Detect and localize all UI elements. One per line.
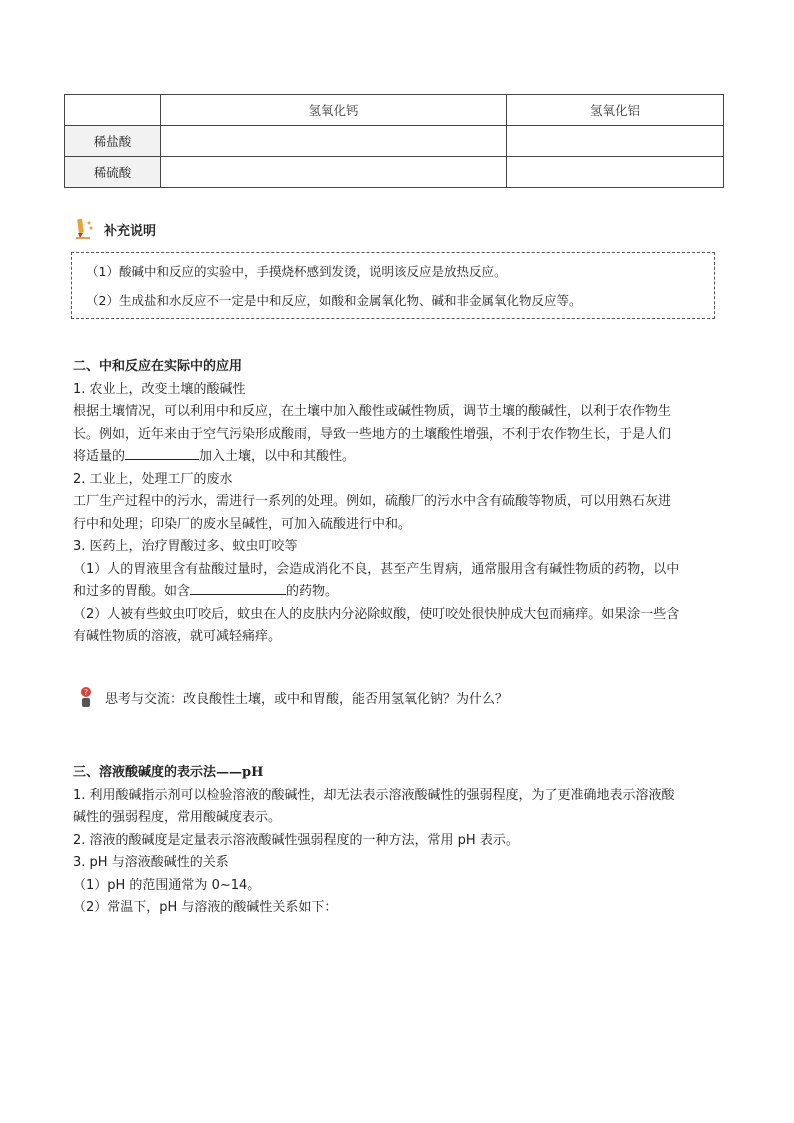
- note-title: 补充说明: [104, 223, 157, 239]
- p1-title: 1. 农业上，改变土壤的酸碱性: [73, 381, 246, 397]
- note-item: （2）生成盐和水反应不一定是中和反应，如酸和金属氧化物、碱和非金属氧化物反应等。: [86, 293, 582, 308]
- fill-blank[interactable]: [125, 446, 199, 460]
- table-cell: [507, 126, 724, 157]
- p2-line: 行中和处理；印染厂的废水呈碱性，可加入硫酸进行中和。: [73, 516, 412, 532]
- p1-line-post: 加入土壤，以中和其酸性。: [199, 449, 356, 464]
- p3-line-with-blank: [73, 581, 723, 604]
- column-header-aluminum-hydroxide: 氢氧化铝: [507, 95, 724, 126]
- p2-line: 工厂生产过程中的污水，需进行一系列的处理。例如，硫酸厂的污水中含有硫酸等物质，可以用熟石灰进: [73, 494, 672, 509]
- table-cell: [507, 157, 724, 188]
- p1-line-pre: 将适量的: [73, 449, 126, 464]
- s3-line: 2. 溶液的酸碱度是定量表示溶液酸碱性强弱程度的一种方法，常用 pH 表示。: [73, 832, 519, 848]
- p3-line: （1）人的胃液里含有盐酸过量时，会造成消化不良，甚至产生胃病，通常服用含有碱性物质的药物，以中: [73, 561, 680, 577]
- s3-line: 3. pH 与溶液酸碱性的关系: [73, 855, 229, 870]
- svg-text:?: ?: [83, 688, 89, 697]
- table-header-row: [65, 95, 724, 126]
- s3-line: 1. 利用酸碱指示剂可以检验溶液的酸碱性，却无法表示溶液酸碱性的强弱程度，为了更准确地表示溶液酸: [73, 787, 675, 803]
- note-item: （1）酸碱中和反应的实验中，手摸烧杯感到发烫，说明该反应是放热反应。: [86, 264, 507, 279]
- section3-block: [73, 762, 723, 920]
- table-corner-cell: [65, 95, 161, 126]
- question-person-icon: [77, 686, 95, 708]
- table-row: [65, 157, 724, 188]
- section2-block: [73, 356, 723, 649]
- row-header-sulfuric-acid: 稀硫酸: [65, 157, 161, 188]
- row-header-hydrochloric-acid: 稀盐酸: [65, 126, 161, 157]
- s3-line: 碱性的强弱程度，常用酸碱度表示。: [73, 810, 282, 825]
- section2-heading: 二、中和反应在实际中的应用: [73, 359, 243, 374]
- p3-line: （2）人被有些蚊虫叮咬后，蚊虫在人的皮肤内分泌除蚁酸，使叮咬处很快肿成大包而痛痒。如果涂一些含: [73, 606, 680, 622]
- pencil-icon: [74, 217, 96, 241]
- table-cell: [161, 157, 507, 188]
- note-heading: [74, 217, 156, 241]
- column-header-calcium-hydroxide: 氢氧化钙: [161, 95, 507, 126]
- p3-line-post: 的药物。: [286, 584, 339, 599]
- fill-blank[interactable]: [190, 581, 286, 595]
- s3-line: （2）常温下，pH 与溶液的酸碱性关系如下：: [73, 900, 338, 915]
- reaction-table: [64, 94, 724, 188]
- note-box: [71, 252, 715, 319]
- p3-line-pre: 和过多的胃酸。如含: [73, 584, 191, 599]
- s3-line: （1）pH 的范围通常为 0~14。: [73, 877, 261, 893]
- think-discuss: [77, 686, 508, 708]
- table-row: [65, 126, 724, 157]
- table-cell: [161, 126, 507, 157]
- p1-line-with-blank: [73, 446, 723, 469]
- think-text: 思考与交流：改良酸性土壤，或中和胃酸，能否用氢氧化钠？为什么？: [105, 691, 509, 707]
- section3-heading: 三、溶液酸碱度的表示法——pH: [73, 765, 264, 780]
- p3-title: 3. 医药上，治疗胃酸过多、蚊虫叮咬等: [73, 539, 298, 554]
- p1-line: 根据土壤情况，可以利用中和反应，在土壤中加入酸性或碱性物质，调节土壤的酸碱性，以利于农作物生: [73, 404, 672, 419]
- p3-line: 有碱性物质的溶液，就可减轻痛痒。: [73, 629, 282, 644]
- p1-line: 长。例如，近年来由于空气污染形成酸雨，导致一些地方的土壤酸性增强，不利于农作物生长，于是人们: [73, 426, 672, 442]
- p2-title: 2. 工业上，处理工厂的废水: [73, 471, 233, 487]
